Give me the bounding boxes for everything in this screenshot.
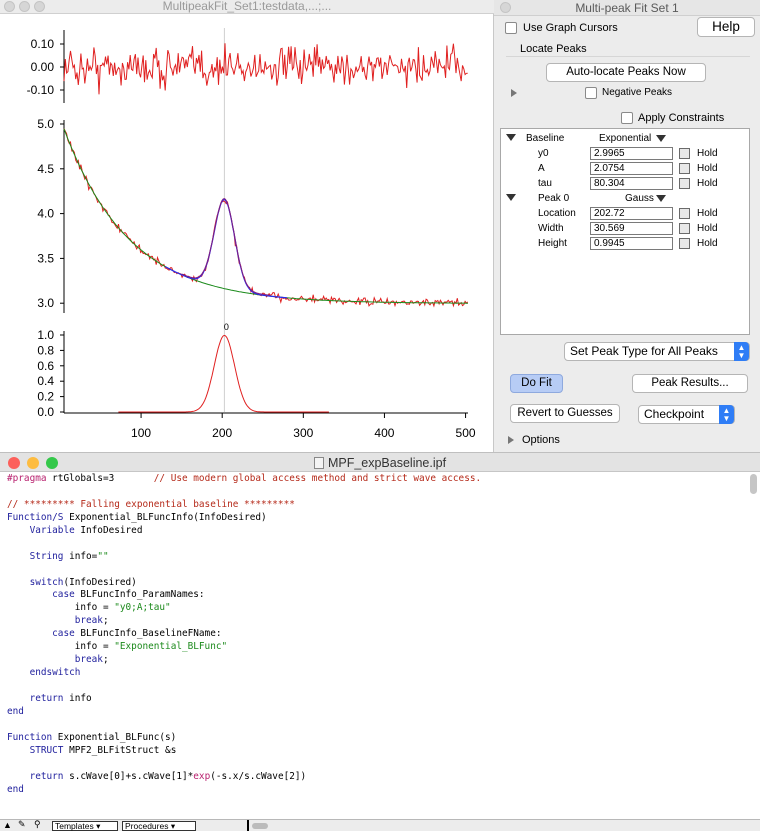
locate-peaks-label: Locate Peaks xyxy=(520,43,587,55)
baseline-param-name: tau xyxy=(538,178,552,189)
code-token: (InfoDesired) xyxy=(63,576,137,588)
main-y-tick-label: 4.0 xyxy=(37,206,54,221)
baseline-hold-label: Hold xyxy=(697,163,718,174)
peak-param-value-field[interactable]: 0.9945 xyxy=(590,237,673,250)
procedure-window xyxy=(0,452,760,831)
code-token: Function/S xyxy=(7,511,64,523)
code-token: end xyxy=(7,705,24,717)
code-token: InfoDesired xyxy=(74,524,143,536)
baseline-type-menu[interactable]: Exponential xyxy=(599,133,652,144)
use-graph-cursors-label: Use Graph Cursors xyxy=(523,22,618,34)
code-token xyxy=(7,628,52,639)
code-token: endswitch xyxy=(29,667,81,679)
baseline-param-name: A xyxy=(538,163,545,174)
code-line[interactable] xyxy=(7,784,747,797)
code-token: exp xyxy=(193,770,211,782)
baseline-hold-label: Hold xyxy=(697,148,718,159)
auto-locate-peaks-button[interactable]: Auto-locate Peaks Now xyxy=(546,63,706,82)
main-y-tick-label: 3.5 xyxy=(37,251,54,266)
templates-label: Templates xyxy=(55,821,94,831)
checkpoint-label: Checkpoint xyxy=(644,407,705,421)
peak-hold-checkbox[interactable] xyxy=(679,208,690,219)
pencil-icon[interactable]: ✎ xyxy=(18,819,26,829)
code-line[interactable] xyxy=(7,589,747,602)
divider xyxy=(247,820,249,831)
main-y-tick-label: 3.0 xyxy=(37,296,54,311)
residual-y-tick-label: 0.10 xyxy=(30,37,54,51)
help-button[interactable]: Help xyxy=(697,17,755,37)
residual-series xyxy=(64,43,468,94)
code-token: "y0;A;tau" xyxy=(114,602,171,614)
code-token: rtGlobals=3 xyxy=(46,473,154,484)
code-token: switch xyxy=(29,576,64,588)
code-token: BLFuncInfo_BaselineFName: xyxy=(74,628,222,640)
code-line[interactable] xyxy=(7,499,747,512)
negative-peaks-label: Negative Peaks xyxy=(602,87,673,98)
peak-hold-label: Hold xyxy=(697,238,718,249)
peak-param-name: Height xyxy=(538,238,567,249)
peak-label: Peak 0 xyxy=(538,193,570,204)
baseline-type-arrow-icon[interactable] xyxy=(656,135,666,142)
chevron-updown-icon: ▲ ▼ xyxy=(734,342,749,361)
peak-hold-label: Hold xyxy=(697,223,718,234)
main-y-tick-label: 5.0 xyxy=(37,117,54,131)
code-line[interactable] xyxy=(7,667,747,680)
code-token: info xyxy=(63,692,92,704)
baseline-hold-checkbox[interactable] xyxy=(679,178,690,189)
main-y-tick-label: 4.5 xyxy=(37,161,54,176)
parameter-list[interactable] xyxy=(500,128,750,335)
procedures-menu[interactable]: Procedures ▾ xyxy=(122,821,196,831)
code-token xyxy=(7,667,30,678)
baseline-hold-checkbox[interactable] xyxy=(679,148,690,159)
code-line[interactable] xyxy=(7,512,747,525)
code-token xyxy=(7,745,30,756)
set-peak-type-select[interactable] xyxy=(564,342,750,361)
code-token xyxy=(7,525,30,536)
code-token: break xyxy=(74,654,103,666)
peak-param-value-field[interactable]: 202.72 xyxy=(590,207,673,220)
peak-collapse-icon[interactable] xyxy=(506,194,516,201)
code-line[interactable] xyxy=(7,654,747,667)
graph-window-title: MultipeakFit_Set1:testdata,...;... xyxy=(162,0,332,13)
code-token: // Use modern global access method and strict wave access. xyxy=(153,473,482,484)
peak-y-tick-label: 1.0 xyxy=(37,328,54,342)
code-token: Function xyxy=(7,731,53,743)
code-line[interactable] xyxy=(7,732,747,745)
baseline-param-value-field[interactable]: 2.9965 xyxy=(590,147,673,160)
code-token: #pragma xyxy=(7,473,47,484)
templates-menu[interactable]: Templates ▾ xyxy=(52,821,118,831)
code-line[interactable] xyxy=(7,615,747,628)
code-line[interactable] xyxy=(7,745,747,758)
x-tick-label: 100 xyxy=(131,426,152,440)
peak-y-tick-label: 0.4 xyxy=(37,374,54,389)
code-token: return xyxy=(29,692,64,704)
peak-y-tick-label: 0.8 xyxy=(37,343,54,358)
code-line[interactable] xyxy=(7,538,747,551)
code-token: return xyxy=(29,770,64,782)
peak-y-tick-label: 0.6 xyxy=(37,358,54,373)
code-token: Exponential_BLFuncInfo(InfoDesired) xyxy=(63,511,267,523)
peak-param-name: Location xyxy=(538,208,576,219)
document-icon xyxy=(314,457,324,469)
code-token xyxy=(7,771,30,782)
code-token xyxy=(7,693,30,704)
options-disclosure-icon[interactable] xyxy=(508,436,514,444)
peak-type-arrow-icon[interactable] xyxy=(656,195,666,202)
use-graph-cursors-checkbox[interactable] xyxy=(505,22,517,34)
residual-y-tick-label: 0.00 xyxy=(30,60,54,74)
code-line[interactable] xyxy=(7,758,747,771)
code-line[interactable] xyxy=(7,628,747,641)
code-token xyxy=(7,654,75,665)
baseline-label: Baseline xyxy=(526,133,565,144)
peak-results-button[interactable]: Peak Results... xyxy=(632,374,748,393)
peak-y-tick-label: 0.0 xyxy=(37,405,54,419)
data-series xyxy=(64,129,468,306)
code-line[interactable] xyxy=(7,693,747,706)
code-token: s.cWave[0]+s.cWave[1]* xyxy=(63,770,194,782)
peak-hold-checkbox[interactable] xyxy=(679,238,690,249)
code-line[interactable] xyxy=(7,641,747,654)
peak-param-name: Width xyxy=(538,223,564,234)
code-editor[interactable] xyxy=(7,473,747,818)
do-fit-button[interactable]: Do Fit xyxy=(510,374,563,393)
code-token xyxy=(7,551,30,562)
code-token: ; xyxy=(102,654,109,666)
baseline-param-name: y0 xyxy=(538,148,549,159)
baseline-hold-checkbox[interactable] xyxy=(679,163,690,174)
peak-series xyxy=(118,335,329,412)
apply-constraints-checkbox[interactable] xyxy=(621,112,633,124)
baseline-collapse-icon[interactable] xyxy=(506,134,516,141)
code-line[interactable] xyxy=(7,525,747,538)
code-token: String xyxy=(29,550,64,562)
fit-series xyxy=(165,200,287,298)
baseline-param-value-field[interactable]: 80.304 xyxy=(590,177,673,190)
code-token xyxy=(7,615,75,626)
code-line[interactable] xyxy=(7,602,747,615)
code-token: BLFuncInfo_ParamNames: xyxy=(74,589,205,601)
procedure-bottom-bar xyxy=(0,819,760,831)
horizontal-scrollbar[interactable] xyxy=(252,823,268,829)
options-label[interactable]: Options xyxy=(522,434,560,446)
code-token: info = xyxy=(7,602,115,614)
graph-titlebar[interactable] xyxy=(0,0,494,14)
procedure-window-title xyxy=(0,456,760,470)
procedure-titlebar[interactable] xyxy=(0,452,760,472)
code-token: info = xyxy=(7,641,115,653)
x-tick-label: 500 xyxy=(455,426,476,440)
info-icon[interactable]: ▲ xyxy=(3,820,12,830)
multipeak-panel xyxy=(494,0,760,452)
code-line[interactable] xyxy=(7,486,747,499)
code-line[interactable] xyxy=(7,551,747,564)
set-peak-type-label: Set Peak Type for All Peaks xyxy=(570,344,718,358)
multipeak-graph[interactable] xyxy=(0,14,494,452)
residual-y-tick-label: -0.10 xyxy=(26,83,54,97)
code-line[interactable] xyxy=(7,473,747,486)
chevron-updown-icon: ▲ ▼ xyxy=(719,405,734,424)
code-token: // ********* Falling exponential baseline ********* xyxy=(7,498,295,510)
code-line[interactable] xyxy=(7,719,747,732)
x-tick-label: 300 xyxy=(293,426,314,440)
code-line[interactable] xyxy=(7,706,747,719)
code-token: break xyxy=(74,615,103,627)
code-token: (-s.x/s.cWave[2]) xyxy=(210,770,307,782)
code-line[interactable] xyxy=(7,577,747,590)
peak-y-tick-label: 0.2 xyxy=(37,389,54,404)
code-token: Variable xyxy=(29,524,75,536)
vertical-scrollbar[interactable] xyxy=(750,474,757,494)
code-token xyxy=(7,589,52,600)
code-token: ; xyxy=(102,615,109,627)
disclosure-triangle-icon[interactable] xyxy=(511,89,517,97)
code-token: STRUCT xyxy=(29,744,64,756)
baseline-hold-label: Hold xyxy=(697,178,718,189)
graph-window xyxy=(0,0,494,452)
code-token: case xyxy=(52,628,75,640)
peak-type-menu[interactable]: Gauss xyxy=(625,193,654,204)
code-line[interactable] xyxy=(7,680,747,693)
code-token: end xyxy=(7,783,24,795)
peak-param-value-field[interactable]: 30.569 xyxy=(590,222,673,235)
code-token: "Exponential_BLFunc" xyxy=(114,641,228,653)
code-token xyxy=(7,577,30,588)
code-token: info= xyxy=(63,550,98,562)
peak-hold-checkbox[interactable] xyxy=(679,223,690,234)
procedures-label: Procedures xyxy=(125,821,169,831)
panel-titlebar[interactable] xyxy=(494,0,760,16)
code-token: "" xyxy=(97,550,109,562)
procedure-file-name: MPF_expBaseline.ipf xyxy=(327,456,447,470)
code-line[interactable] xyxy=(7,564,747,577)
checkpoint-select[interactable] xyxy=(638,405,735,424)
peak-hold-label: Hold xyxy=(697,208,718,219)
code-token: Exponential_BLFunc(s) xyxy=(52,731,177,743)
x-tick-label: 400 xyxy=(374,426,395,440)
code-token: case xyxy=(52,589,75,601)
negative-peaks-checkbox[interactable] xyxy=(585,87,597,99)
magnifier-icon[interactable]: ⚲ xyxy=(34,819,41,829)
baseline-series xyxy=(64,129,468,303)
panel-title: Multi-peak Fit Set 1 xyxy=(575,1,679,15)
revert-to-guesses-button[interactable]: Revert to Guesses xyxy=(510,404,620,423)
peak-label: 0 xyxy=(223,322,229,332)
code-line[interactable] xyxy=(7,771,747,784)
peak-overlay-series xyxy=(182,199,271,296)
x-tick-label: 200 xyxy=(212,426,233,440)
apply-constraints-label: Apply Constraints xyxy=(638,112,725,124)
code-token: MPF2_BLFitStruct &s xyxy=(63,744,177,756)
baseline-param-value-field[interactable]: 2.0754 xyxy=(590,162,673,175)
